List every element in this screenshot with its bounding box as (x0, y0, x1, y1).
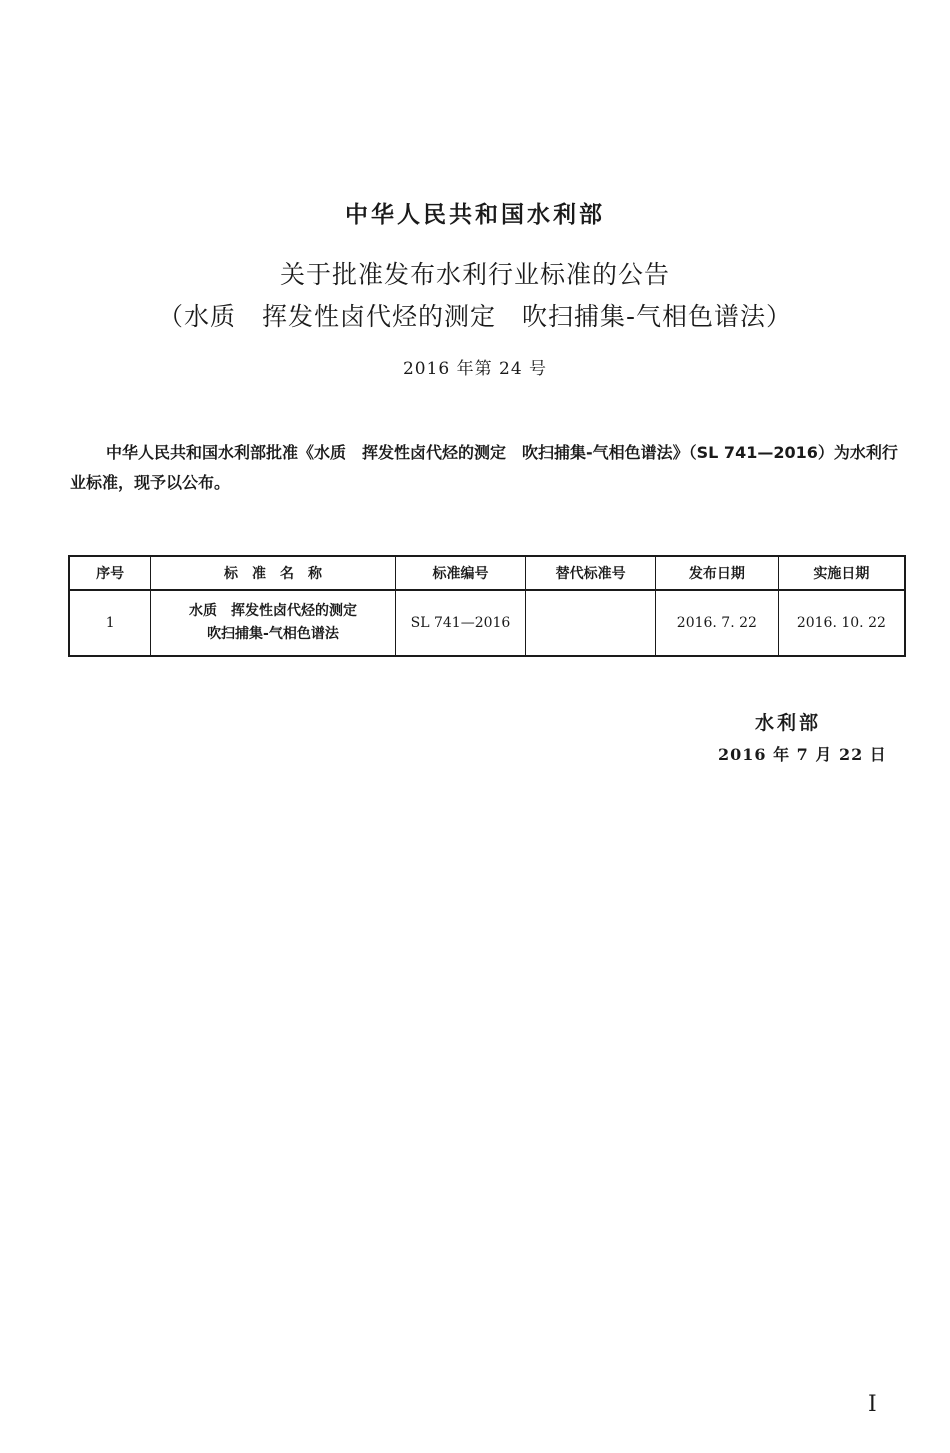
header-replaced: 替代标准号 (526, 556, 656, 590)
standard-name-line1: 水质 挥发性卤代烃的测定 (188, 603, 357, 619)
header-code: 标准编号 (395, 556, 526, 590)
table-header-row (69, 556, 905, 590)
standard-name-line2: 吹扫捕集-气相色谱法 (207, 626, 339, 642)
cell-effective-date: 2016. 10. 22 (778, 590, 905, 656)
cell-standard-code: SL 741—2016 (395, 590, 526, 656)
signature-organization: 水利部 (755, 712, 822, 734)
announcement-body: 中华人民共和国水利部批准《水质 挥发性卤代烃的测定 吹扫捕集-气相色谱法》（SL 741—2016）为水利行业标准，现予以公布。 (70, 443, 898, 492)
document-number: 2016 年第 24 号 (402, 359, 548, 379)
cell-standard-name (151, 590, 395, 656)
cell-seq: 1 (69, 590, 151, 656)
announcement-title: 关于批准发布水利行业标准的公告 (279, 260, 670, 289)
issuing-ministry: 中华人民共和国水利部 (345, 202, 605, 228)
page-number: I (868, 1392, 877, 1417)
header-effective-date: 实施日期 (778, 556, 905, 590)
cell-replaced-code (526, 590, 656, 656)
header-name: 标 准 名 称 (151, 556, 395, 590)
cell-publish-date: 2016. 7. 22 (655, 590, 778, 656)
table-row (69, 590, 905, 656)
header-seq: 序号 (69, 556, 151, 590)
signature-date: 2016 年 7 月 22 日 (718, 745, 887, 764)
announcement-subtitle: （水质 挥发性卤代烃的测定 吹扫捕集-气相色谱法） (157, 302, 793, 331)
header-publish-date: 发布日期 (655, 556, 778, 590)
standards-table (68, 555, 906, 657)
